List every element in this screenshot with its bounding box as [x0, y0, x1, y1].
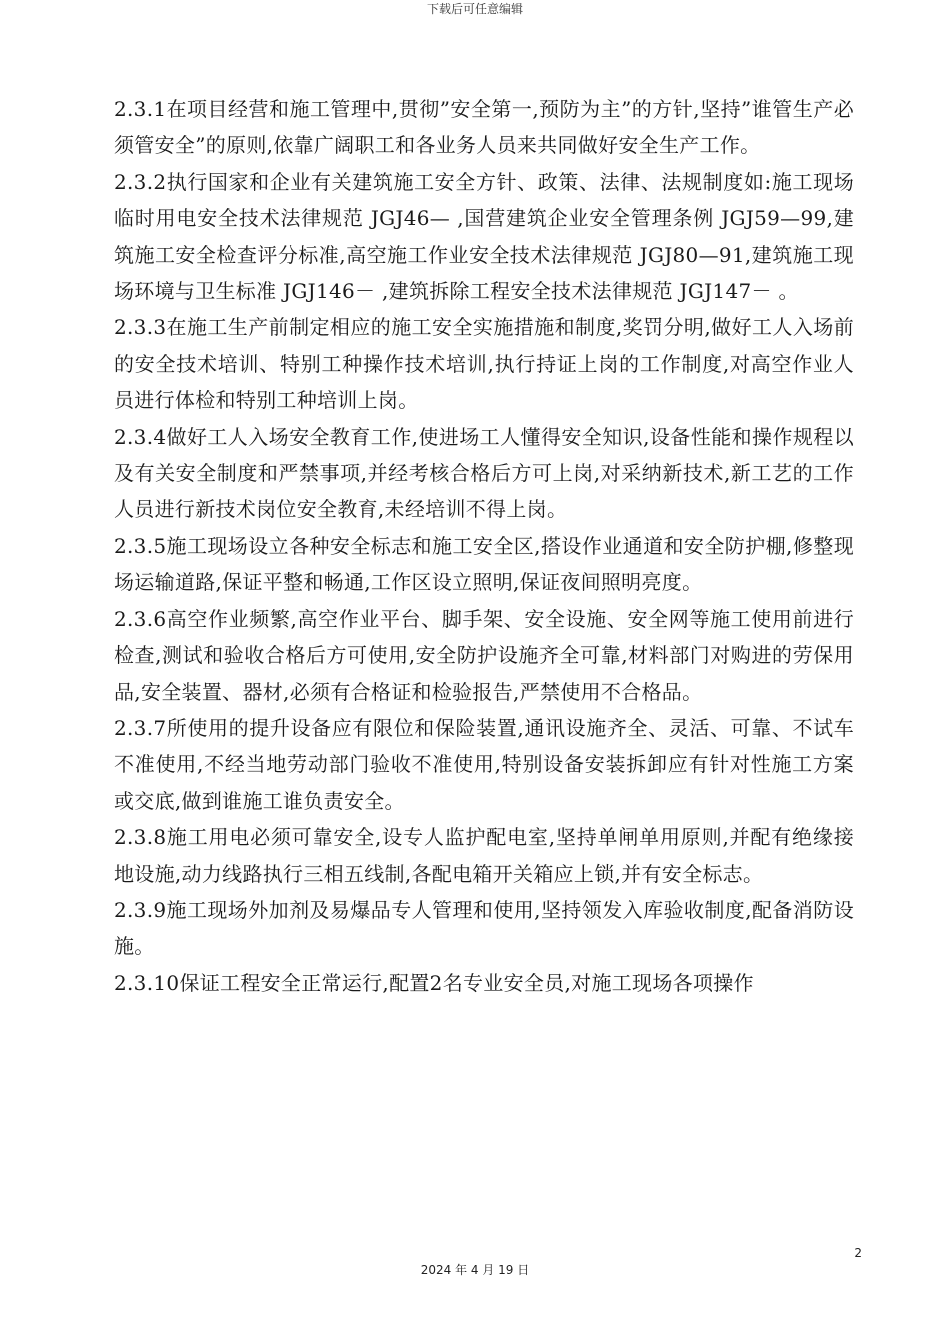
document-body: [114, 91, 854, 1001]
page-footer-date: 2024 年 4 月 19 日: [420, 1263, 530, 1277]
paragraph-2-3-5: 2.3.5施工现场设立各种安全标志和施工安全区,搭设作业通道和安全防护棚,修整现场运输道路,保证平整和畅通,工作区设立照明,保证夜间照明亮度。: [114, 533, 854, 595]
paragraph-2-3-10: 2.3.10保证工程安全正常运行,配置2名专业安全员,对施工现场各项操作: [114, 970, 754, 995]
paragraph-2-3-4: 2.3.4做好工人入场安全教育工作,使进场工人懂得安全知识,设备性能和操作规程以及有关安全制度和严禁事项,并经考核合格后方可上岗,对采纳新技术,新工艺的工作人员进行新技术岗位安全教育,未经培训不得上岗。: [114, 424, 854, 522]
paragraph-2-3-2: 2.3.2执行国家和企业有关建筑施工安全方针、政策、法律、法规制度如:施工现场临时用电安全技术法律规范 JGJ46— ,国营建筑企业安全管理条例 JGJ59—99,建筑施工安全检查评分标准,高空施工作业安全技术法律规范 JGJ80—91,建筑施工现场环境与卫生标准 JGJ146－ ,建筑拆除工程安全技术法律规范 JGJ147－ 。: [114, 169, 854, 304]
page-number: 2: [854, 1246, 862, 1260]
paragraph-2-3-3: 2.3.3在施工生产前制定相应的施工安全实施措施和制度,奖罚分明,做好工人入场前的安全技术培训、特别工种操作技术培训,执行持证上岗的工作制度,对高空作业人员进行体检和特别工种培训上岗。: [114, 315, 854, 413]
paragraph-2-3-6: 2.3.6高空作业频繁,高空作业平台、脚手架、安全设施、安全网等施工使用前进行检查,测试和验收合格后方可使用,安全防护设施齐全可靠,材料部门对购进的劳保用品,安全装置、器材,必须有合格证和检验报告,严禁使用不合格品。: [114, 606, 854, 704]
paragraph-2-3-8: 2.3.8施工用电必须可靠安全,设专人监护配电室,坚持单闸单用原则,并配有绝缘接地设施,动力线路执行三相五线制,各配电箱开关箱应上锁,并有安全标志。: [114, 825, 854, 886]
paragraph-2-3-9: 2.3.9施工现场外加剂及易爆品专人管理和使用,坚持领发入库验收制度,配备消防设施。: [114, 897, 854, 959]
paragraph-2-3-1: 2.3.1在项目经营和施工管理中,贯彻”安全第一,预防为主”的方针,坚持”谁管生产必须管安全”的原则,依靠广阔职工和各业务人员来共同做好安全生产工作。: [114, 97, 854, 158]
page-header: 下载后可任意编辑: [426, 2, 523, 16]
paragraph-2-3-7: 2.3.7所使用的提升设备应有限位和保险装置,通讯设施齐全、灵活、可靠、不试车不准使用,不经当地劳动部门验收不准使用,特别设备安装拆卸应有针对性施工方案或交底,做到谁施工谁负责安全。: [114, 715, 854, 813]
